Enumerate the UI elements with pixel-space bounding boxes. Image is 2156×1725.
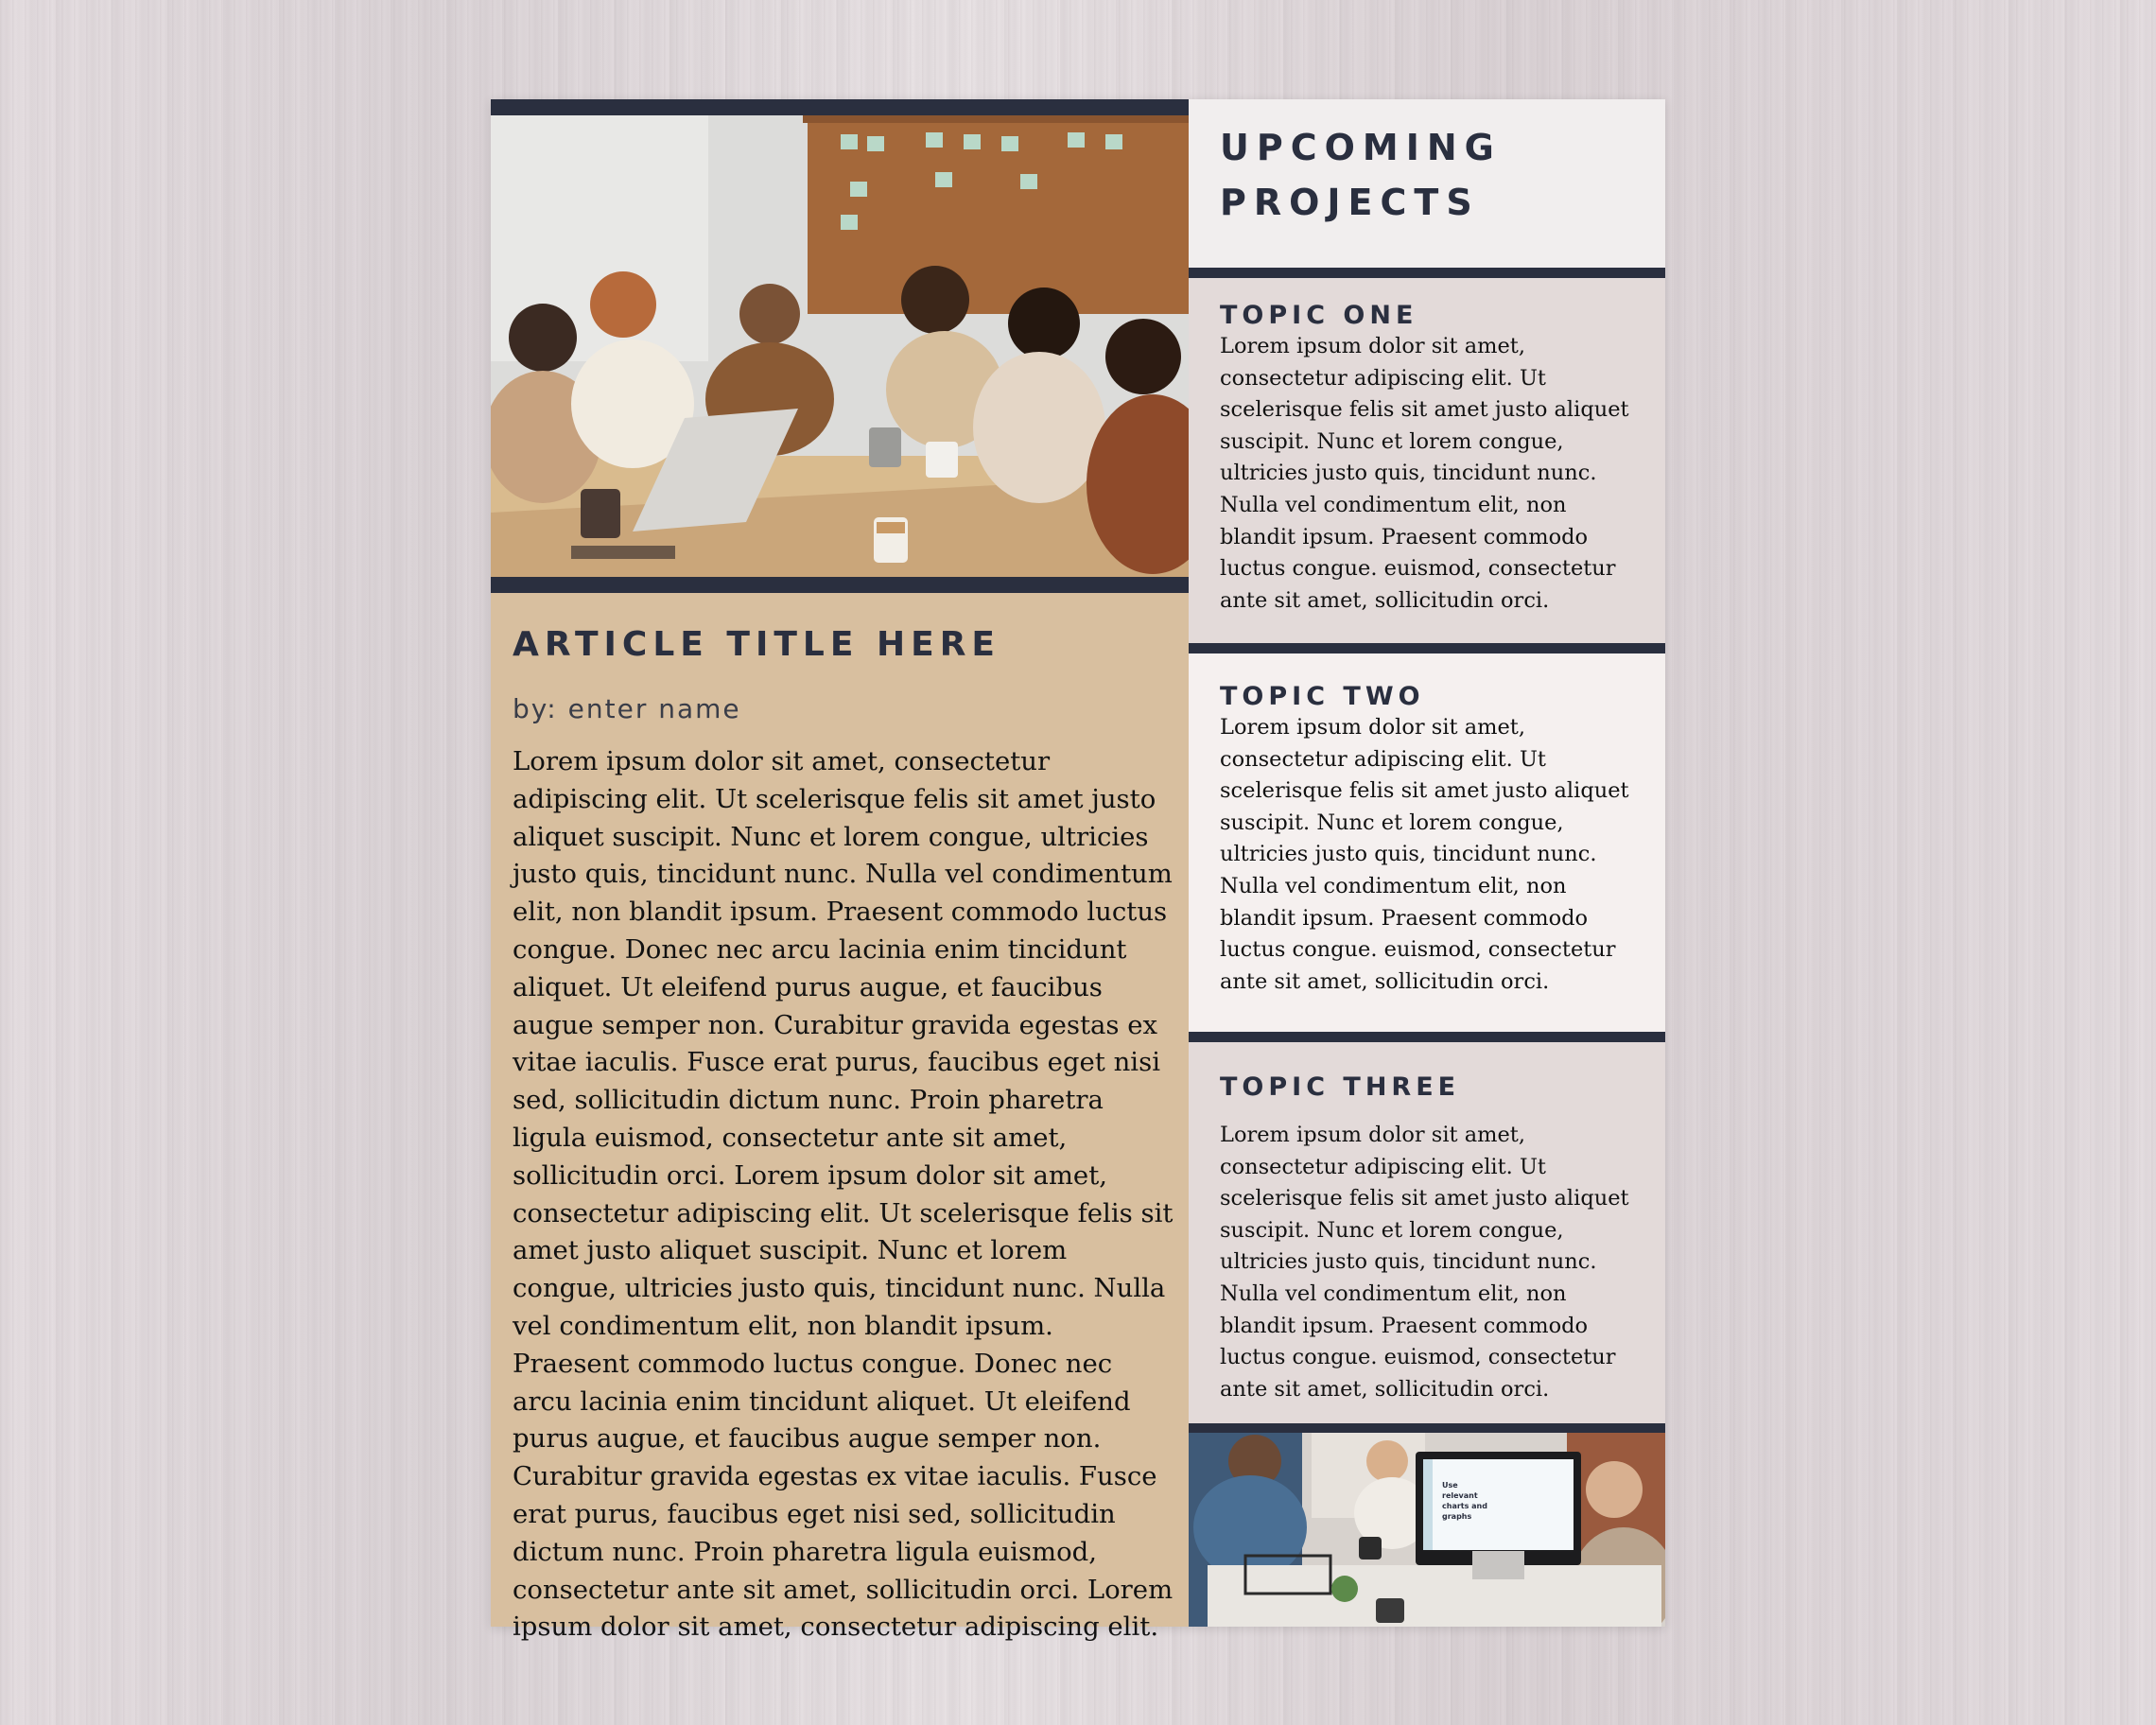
sidebar-header bbox=[1189, 99, 1665, 268]
article bbox=[513, 610, 1174, 1647]
newsletter-page bbox=[491, 99, 1665, 1643]
photo-accent-bar bbox=[491, 577, 1189, 593]
topic-heading: TOPIC THREE bbox=[1220, 1072, 1461, 1102]
divider bbox=[1189, 643, 1665, 653]
team-meeting-photo bbox=[491, 115, 1189, 577]
office-monitor-photo bbox=[1189, 1433, 1665, 1627]
topic-one bbox=[1189, 278, 1665, 643]
topic-heading: TOPIC ONE bbox=[1220, 301, 1418, 330]
topic-body: Lorem ipsum dolor sit amet, consectetur adipiscing elit. Ut scelerisque felis sit amet justo aliquet suscipit. Nunc et lorem congue, ultricies justo quis, tincidunt nunc. Nulla vel condimentum elit, non blandit ipsum. Praesent commodo luctus congue. euismod, consectetur ante sit amet, sollicitudin orci. bbox=[1220, 1123, 1629, 1402]
topic-heading: TOPIC TWO bbox=[1220, 682, 1425, 711]
topic-body: Lorem ipsum dolor sit amet, consectetur adipiscing elit. Ut scelerisque felis sit amet justo aliquet suscipit. Nunc et lorem congue, ultricies justo quis, tincidunt nunc. Nulla vel condimentum elit, non blandit ipsum. Praesent commodo luctus congue. euismod, consectetur ante sit amet, sollicitudin orci. bbox=[1220, 334, 1629, 613]
article-title: ARTICLE TITLE HERE bbox=[513, 625, 1001, 664]
monitor-screen-text: Use relevant charts and graphs bbox=[1442, 1481, 1487, 1521]
sidebar-column bbox=[1189, 99, 1665, 1627]
topic-body: Lorem ipsum dolor sit amet, consectetur adipiscing elit. Ut scelerisque felis sit amet justo aliquet suscipit. Nunc et lorem congue, ultricies justo quis, tincidunt nunc. Nulla vel condimentum elit, non blandit ipsum. Praesent commodo luctus congue. euismod, consectetur ante sit amet, sollicitudin orci. bbox=[1220, 715, 1629, 994]
team-meeting-illustration bbox=[491, 115, 1189, 577]
sidebar-title: UPCOMING PROJECTS bbox=[1220, 127, 1502, 223]
office-monitor-illustration bbox=[1189, 1433, 1665, 1627]
article-column bbox=[491, 99, 1189, 1643]
top-accent-bar bbox=[491, 99, 1189, 115]
divider bbox=[1189, 1423, 1665, 1433]
divider bbox=[1189, 1032, 1665, 1042]
topic-two bbox=[1189, 653, 1665, 1032]
article-byline: by: enter name bbox=[513, 693, 741, 724]
divider bbox=[1189, 268, 1665, 278]
article-body: Lorem ipsum dolor sit amet, consectetur adipiscing elit. Ut scelerisque felis sit amet justo aliquet suscipit. Nunc et lorem congue, ultricies justo quis, tincidunt nunc. Nulla vel condimentum elit, non blandit ipsum. Praesent commodo luctus congue. Donec nec arcu lacinia enim tincidunt aliquet. Ut eleifend purus augue, et faucibus augue semper non. Curabitur gravida egestas ex vitae iaculis. Fusce erat purus, faucibus eget nisi sed, sollicitudin dictum nunc. Proin pharetra ligula euismod, consectetur ante sit amet, sollicitudin orci. Lorem ipsum dolor sit amet, consectetur adipiscing elit. Ut scelerisque felis sit amet justo aliquet suscipit. Nunc et lorem congue, ultricies justo quis, tincidunt nunc. Nulla vel condimentum elit, non blandit ipsum. Praesent commodo luctus congue. Donec nec arcu lacinia enim tincidunt aliquet. Ut eleifend purus augue, et faucibus augue semper non. Curabitur gravida egestas ex vitae iaculis. Fusce erat purus, faucibus eget nisi sed, sollicitudin dictum nunc. Proin pharetra ligula euismod, consectetur ante sit amet, sollicitudin orci. Lorem ipsum dolor sit amet, consectetur adipiscing elit. bbox=[513, 746, 1174, 1643]
topic-three bbox=[1189, 1042, 1665, 1423]
